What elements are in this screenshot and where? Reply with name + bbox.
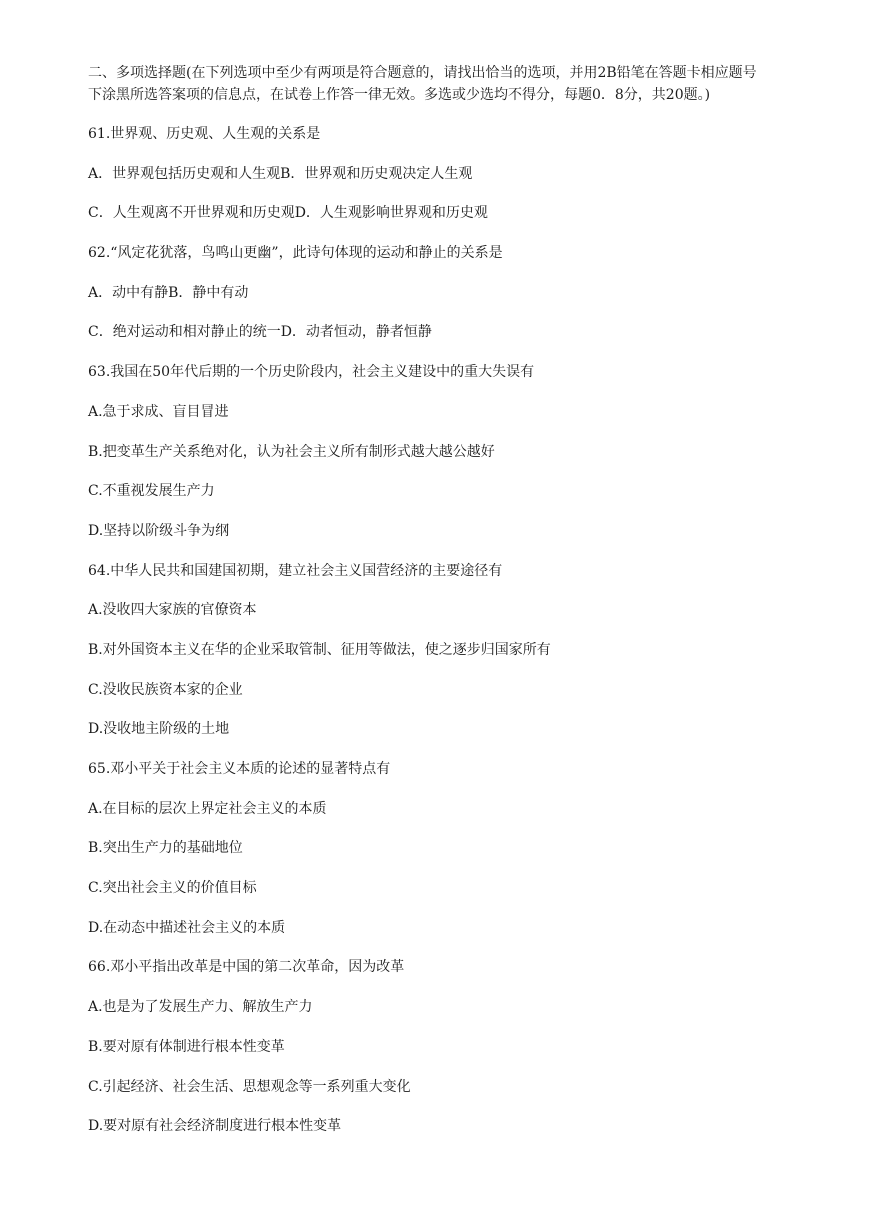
question-62-options-ab: A．动中有静B．静中有动 [88, 284, 249, 301]
question-63-stem: 63.我国在50年代后期的一个历史阶段内，社会主义建设中的重大失误有 [88, 364, 535, 381]
question-65-stem: 65.邓小平关于社会主义本质的论述的显著特点有 [88, 761, 391, 777]
question-64-option-c: C.没收民族资本家的企业 [88, 681, 243, 698]
question-65-option-c: C.突出社会主义的价值目标 [88, 880, 257, 897]
question-66-option-a: A.也是为了发展生产力、解放生产力 [88, 999, 313, 1016]
question-64-option-a: A.没收四大家族的官僚资本 [88, 602, 257, 619]
question-64-option-d: D.没收地主阶级的土地 [88, 721, 230, 738]
question-66-stem: 66.邓小平指出改革是中国的第二次革命，因为改革 [88, 959, 405, 976]
question-61-options-ab: A．世界观包括历史观和人生观B．世界观和历史观决定人生观 [88, 165, 473, 182]
question-63-option-b: B.把变革生产关系绝对化，认为社会主义所有制形式越大越公越好 [88, 443, 495, 460]
question-64-stem: 64.中华人民共和国建国初期，建立社会主义国营经济的主要途径有 [88, 562, 503, 579]
question-65-option-a: A.在目标的层次上界定社会主义的本质 [88, 800, 327, 817]
question-61-options-cd: C．人生观离不开世界观和历史观D．人生观影响世界观和历史观 [88, 205, 488, 222]
section-instructions [88, 62, 828, 106]
question-65-option-d: D.在动态中描述社会主义的本质 [88, 919, 286, 936]
question-61-stem: 61.世界观、历史观、人生观的关系是 [88, 126, 321, 142]
instructions-line-2: 下涂黑所选答案项的信息点，在试卷上作答一律无效。多选或少选均不得分，每题0．8分，共20题。) [88, 87, 711, 103]
question-62-options-cd: C．绝对运动和相对静止的统一D．动者恒动，静者恒静 [88, 324, 432, 341]
question-66-option-c: C.引起经济、社会生活、思想观念等一系列重大变化 [88, 1078, 411, 1095]
question-63-option-d: D.坚持以阶级斗争为纲 [88, 522, 230, 539]
question-66-option-d: D.要对原有社会经济制度进行根本性变革 [88, 1118, 342, 1135]
question-63-option-c: C.不重视发展生产力 [88, 483, 215, 500]
instructions-line-1: 二、多项选择题(在下列选项中至少有两项是符合题意的，请找出恰当的选项，并用2B铅笔在答题卡相应题号 [88, 65, 757, 81]
exam-page [88, 62, 828, 1156]
question-63-option-a: A.急于求成、盲目冒进 [88, 403, 229, 420]
question-66-option-b: B.要对原有体制进行根本性变革 [88, 1038, 285, 1055]
question-62-stem: 62.“风定花犹落，鸟鸣山更幽”，此诗句体现的运动和静止的关系是 [88, 245, 503, 262]
question-64-option-b: B.对外国资本主义在华的企业采取管制、征用等做法，使之逐步归国家所有 [88, 641, 551, 658]
question-65-option-b: B.突出生产力的基础地位 [88, 840, 243, 857]
